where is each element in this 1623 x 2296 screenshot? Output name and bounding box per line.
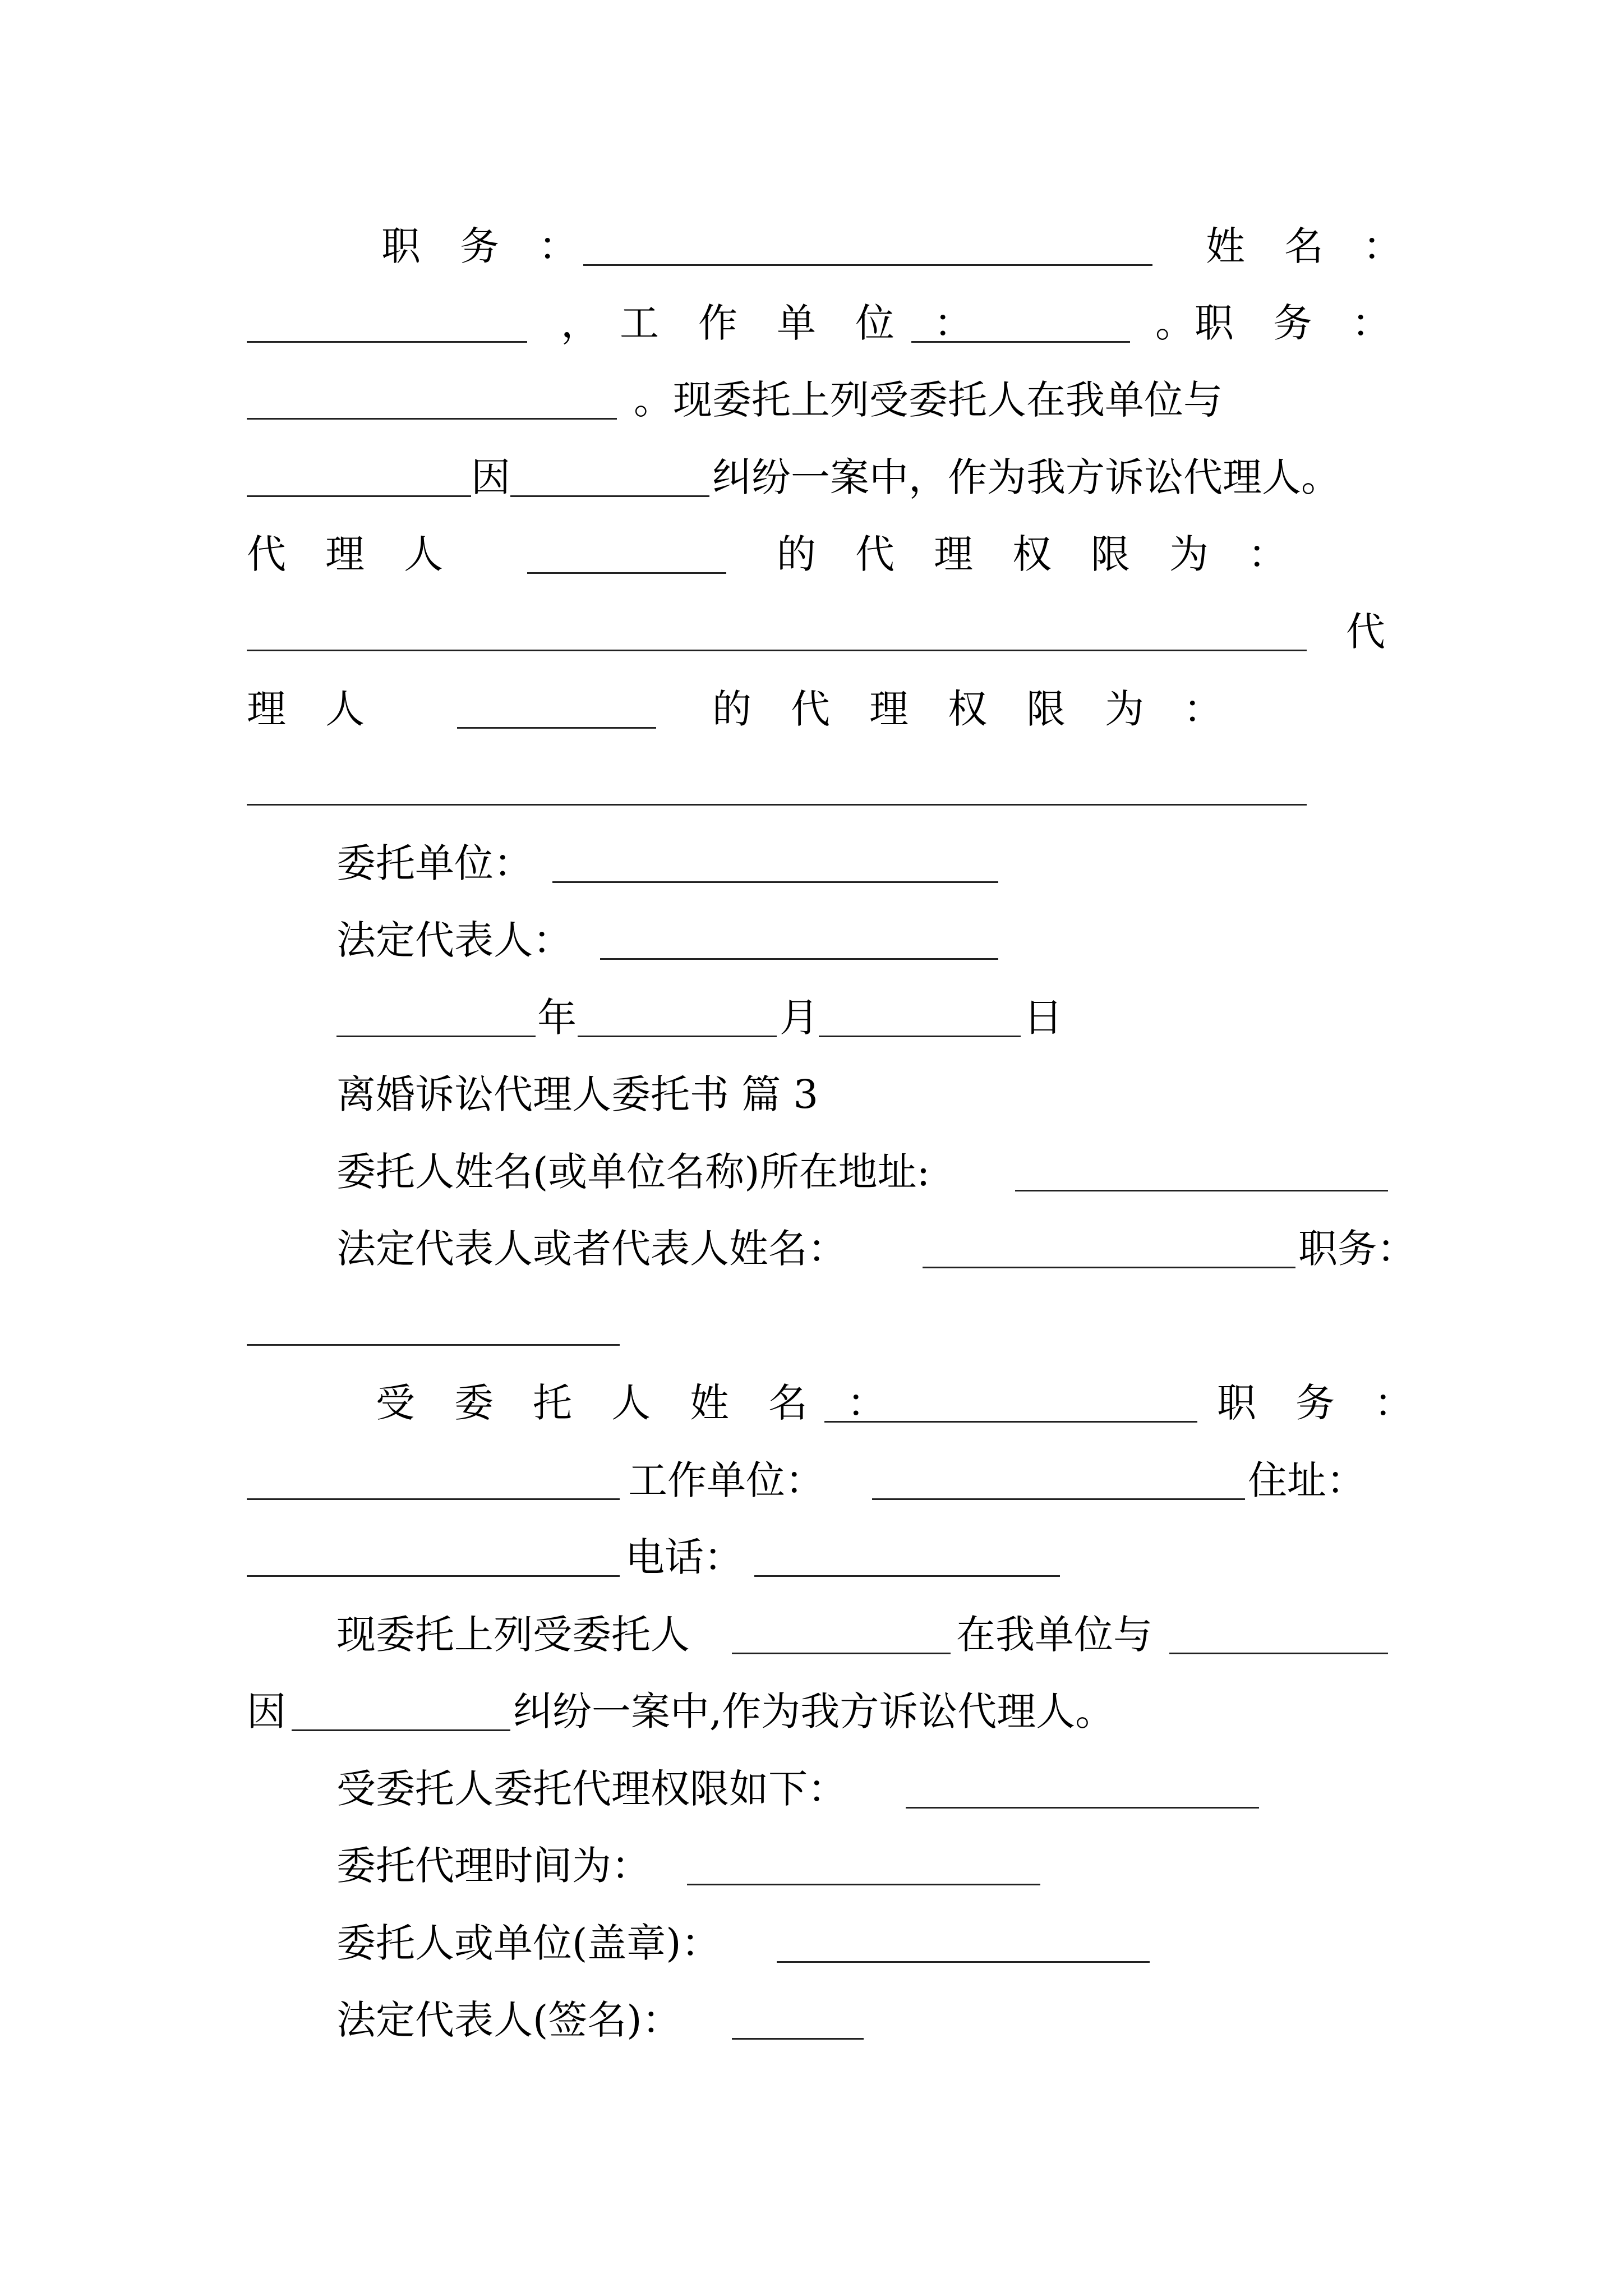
entrust-text: 。现委托上列受委托人在我单位与 [634,377,1223,423]
client-address-blank [1015,1190,1388,1191]
name-label: 姓 名 ： [1206,223,1402,269]
agent-work-unit-label: 工作单位： [628,1457,824,1503]
job-blank [247,1344,620,1346]
phone-label: 电话： [625,1534,743,1580]
name-blank [247,341,527,343]
client-address-label: 委托人姓名(或单位名称)所在地址: [336,1149,930,1195]
legal-rep-name-blank [923,1267,1295,1268]
section-heading: 离婚诉讼代理人委托书 篇 3 [336,1071,819,1117]
agency-period-label: 委托代理时间为： [336,1843,651,1889]
position-blank-2 [247,418,617,420]
authority-scope-label: 受委托人委托代理权限如下： [336,1766,847,1812]
entrusting-unit-blank [552,881,998,883]
authority-blank [247,650,1307,651]
entrusting-unit-label: 委托单位： [336,840,533,886]
legal-rep-signature-label: 法定代表人(签名)： [336,1997,681,2043]
entrust-agent-text: 现委托上列受委托人 [336,1612,690,1658]
due-to-text-2: 因 [247,1688,286,1734]
agent-blank [527,572,726,574]
party-blank [247,495,471,497]
job-label: 职务： [1298,1226,1416,1272]
legal-rep-name-label: 法定代表人或者代表人姓名： [336,1226,847,1272]
agency-period-blank [687,1884,1040,1885]
year-blank [336,1036,536,1037]
opposing-party-blank [1169,1653,1388,1654]
authority-text-2: 的 代 理 权 限 为 ： [712,686,1223,732]
agent-char: 代 [1346,609,1385,655]
agent-name-blank [824,1421,1197,1423]
month-label: 月 [780,995,819,1041]
entrusted-agent-blank [732,1653,951,1654]
day-label: 日 [1023,995,1063,1041]
agent-address-label: 住址： [1248,1457,1366,1503]
legal-rep-signature-blank [732,2038,864,2040]
day-blank [819,1036,1021,1037]
agent-job-blank [247,1498,620,1500]
agent-label: 代 理 人 [247,531,443,577]
agent-name-label: 受 委 托 人 姓 名 ： [376,1380,886,1426]
phone-blank [754,1575,1060,1577]
legal-rep-label: 法定代表人： [336,917,572,963]
authority-text: 的 代 理 权 限 为 ： [777,531,1287,577]
dispute-blank-2 [292,1729,510,1731]
authority-scope-blank [906,1807,1259,1809]
at-my-unit-text: 在我单位与 [956,1612,1152,1658]
agent-job-label: 职 务 ： [1217,1380,1413,1426]
work-unit-blank [911,341,1130,343]
position-label: 职 务 ： [381,223,578,269]
work-unit-label: ， 工 作 单 位 ： [561,300,973,346]
year-label: 年 [537,995,577,1041]
agent-address-blank [247,1575,620,1577]
legal-rep-blank [600,958,998,960]
authority-blank-2 [247,804,1307,806]
position-label-2: 。职 务 ： [1155,300,1391,346]
dispute-blank [510,495,709,497]
agent-blank-2 [457,727,656,729]
agent-label-2: 理 人 [247,686,365,732]
dispute-text-2: 纠纷一案中,作为我方诉讼代理人。 [513,1688,1115,1734]
position-blank [583,264,1152,266]
agent-work-unit-blank [872,1498,1245,1500]
client-seal-blank [777,1961,1150,1963]
month-blank [578,1036,777,1037]
due-to-text: 因 [471,454,510,500]
client-seal-label: 委托人或单位(盖章)： [336,1920,721,1966]
dispute-text: 纠纷一案中，作为我方诉讼代理人。 [712,454,1340,500]
